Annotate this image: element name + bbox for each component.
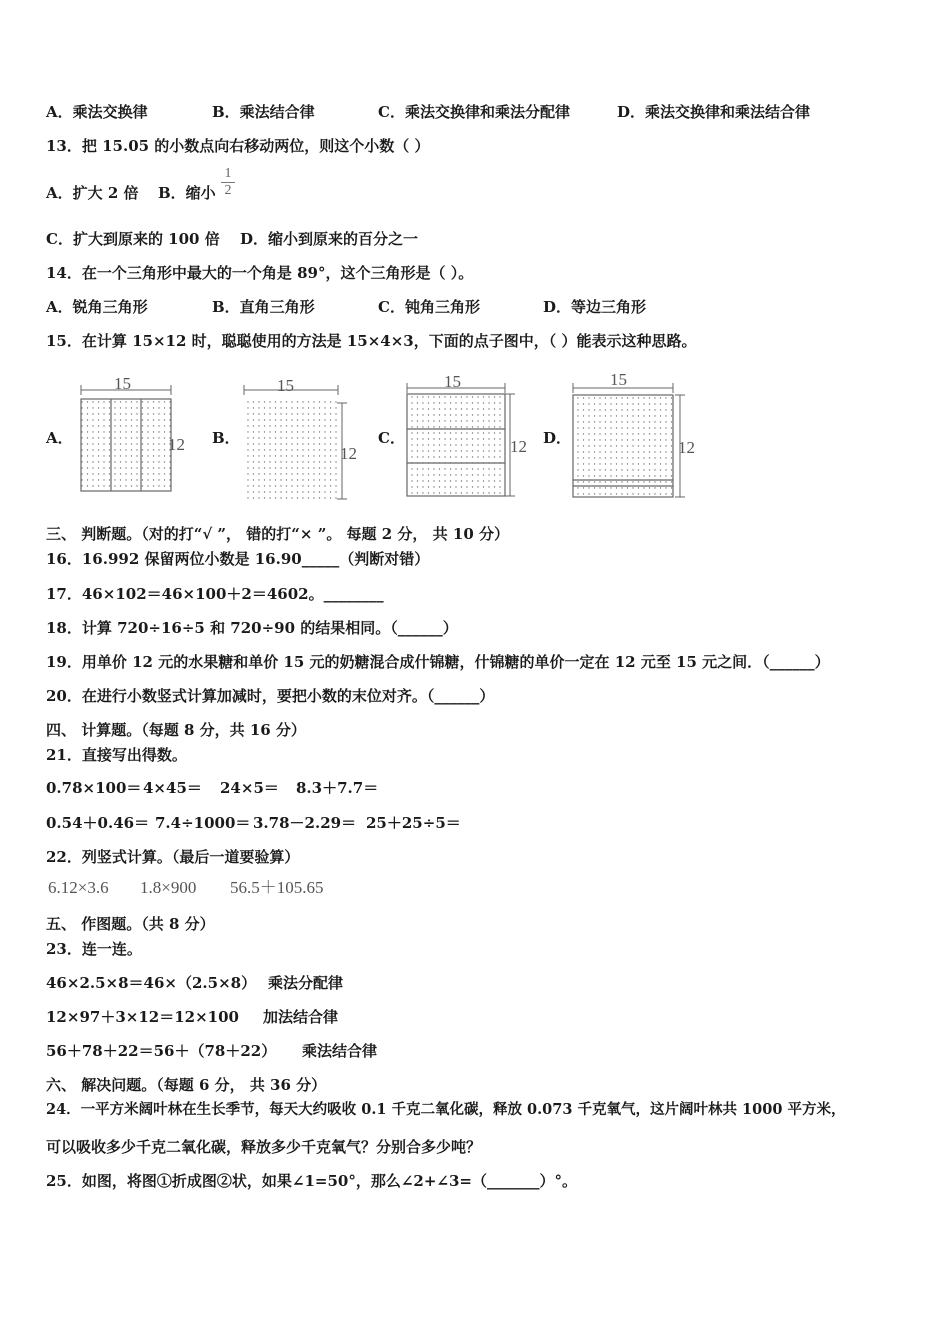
- q17: 17．46×102＝46×100＋2＝4602。________: [46, 585, 384, 603]
- section-6-heading: 六、 解决问题。（每题 6 分， 共 36 分）: [46, 1076, 327, 1094]
- width-label: 15: [610, 370, 627, 389]
- height-label: 12: [340, 444, 357, 463]
- q20: 20．在进行小数竖式计算加减时，要把小数的末位对齐。（______）: [46, 687, 495, 705]
- q14-option-b: B．直角三角形: [212, 298, 315, 316]
- q14-option-c: C．钝角三角形: [378, 298, 480, 316]
- dot-figure-d: [570, 365, 705, 503]
- q21-item: 25＋25÷5＝: [366, 814, 461, 832]
- q12-option-a: A．乘法交换律: [46, 103, 148, 121]
- section-3-heading: 三、 判断题。（对的打“√ ”， 错的打“× ”。 每题 2 分， 共 10 分）: [46, 525, 509, 543]
- q22-item: 1.8×900: [140, 878, 197, 897]
- q22-stem: 22．列竖式计算。（最后一道要验算）: [46, 848, 300, 866]
- q21-item: 0.54＋0.46＝: [46, 814, 150, 832]
- dot-figure-a: [74, 375, 194, 500]
- q14-option-d: D．等边三角形: [543, 298, 647, 316]
- q21-stem: 21．直接写出得数。: [46, 746, 187, 764]
- q21-item: 24×5＝: [220, 779, 279, 797]
- dot-figure-b: [240, 375, 365, 505]
- q14-stem: 14．在一个三角形中最大的一个角是 89°，这个三角形是（ ）。: [46, 264, 474, 282]
- q22-item: 56.5＋105.65: [230, 878, 324, 897]
- q21-item: 8.3＋7.7＝: [296, 779, 379, 797]
- dot-figure-c: [404, 370, 534, 502]
- q15-option-b-label: B．: [212, 429, 240, 447]
- q18: 18．计算 720÷16÷5 和 720÷90 的结果相同。（______）: [46, 619, 458, 637]
- height-label: 12: [678, 438, 695, 457]
- width-label: 15: [444, 372, 461, 391]
- q13-option-d: D．缩小到原来的百分之一: [240, 230, 419, 248]
- q13-option-b: B．缩小: [158, 184, 216, 202]
- q15-stem: 15．在计算 15×12 时，聪聪使用的方法是 15×4×3，下面的点子图中，（ ）能表示这种思路。: [46, 332, 697, 350]
- q16: 16．16.992 保留两位小数是 16.90_____（判断对错）: [46, 550, 430, 568]
- q15-option-c-label: C．: [378, 429, 405, 447]
- q24-line1: 24．一平方米阔叶林在生长季节，每天大约吸收 0.1 千克二氧化碳，释放 0.073 千克氧气，这片阔叶林共 1000 平方米，: [46, 1101, 846, 1118]
- q12-option-b: B．乘法结合律: [212, 103, 315, 121]
- q23-left-item: 56＋78＋22＝56＋（78＋22）: [46, 1042, 277, 1060]
- q23-left-item: 12×97＋3×12＝12×100: [46, 1008, 239, 1026]
- width-label: 15: [277, 376, 294, 395]
- q21-item: 0.78×100＝: [46, 779, 142, 797]
- q21-item: 4×45＝: [143, 779, 202, 797]
- fraction-denominator: 2: [224, 183, 232, 198]
- q23-right-item: 加法结合律: [263, 1008, 339, 1026]
- q23-left-item: 46×2.5×8＝46×（2.5×8）: [46, 974, 257, 992]
- q21-item: 3.78－2.29＝: [253, 814, 357, 832]
- q12-option-d: D．乘法交换律和乘法结合律: [617, 103, 811, 121]
- width-label: 15: [114, 375, 131, 393]
- height-label: 12: [510, 437, 527, 456]
- q13-option-c: C．扩大到原来的 100 倍: [46, 230, 220, 248]
- height-label: 12: [168, 435, 185, 454]
- q25: 25．如图，将图①折成图②状，如果∠1=50°，那么∠2+∠3=（_______）°。: [46, 1172, 577, 1190]
- q23-stem: 23．连一连。: [46, 940, 142, 958]
- q15-option-a-label: A．: [46, 429, 73, 447]
- fraction-numerator: 1: [224, 166, 232, 181]
- q12-option-c: C．乘法交换律和乘法分配律: [378, 103, 570, 121]
- q13-fraction: [221, 167, 235, 198]
- q23-right-item: 乘法结合律: [302, 1042, 378, 1060]
- q14-option-a: A．锐角三角形: [46, 298, 148, 316]
- q19: 19．用单价 12 元的水果糖和单价 15 元的奶糖混合成什锦糖，什锦糖的单价一定在 12 元至 15 元之间．（______）: [46, 653, 830, 671]
- q15-option-d-label: D．: [543, 429, 572, 447]
- q24-line2: 可以吸收多少千克二氧化碳，释放多少千克氧气？分别合多少吨？: [46, 1138, 482, 1156]
- q13-option-a: A．扩大 2 倍: [46, 184, 139, 202]
- section-4-heading: 四、 计算题。（每题 8 分，共 16 分）: [46, 721, 306, 739]
- q22-item: 6.12×3.6: [48, 878, 109, 897]
- q23-right-item: 乘法分配律: [268, 974, 344, 992]
- section-5-heading: 五、 作图题。（共 8 分）: [46, 915, 215, 933]
- q21-item: 7.4÷1000＝: [155, 814, 251, 832]
- q13-stem: 13．把 15.05 的小数点向右移动两位，则这个小数（ ）: [46, 137, 430, 155]
